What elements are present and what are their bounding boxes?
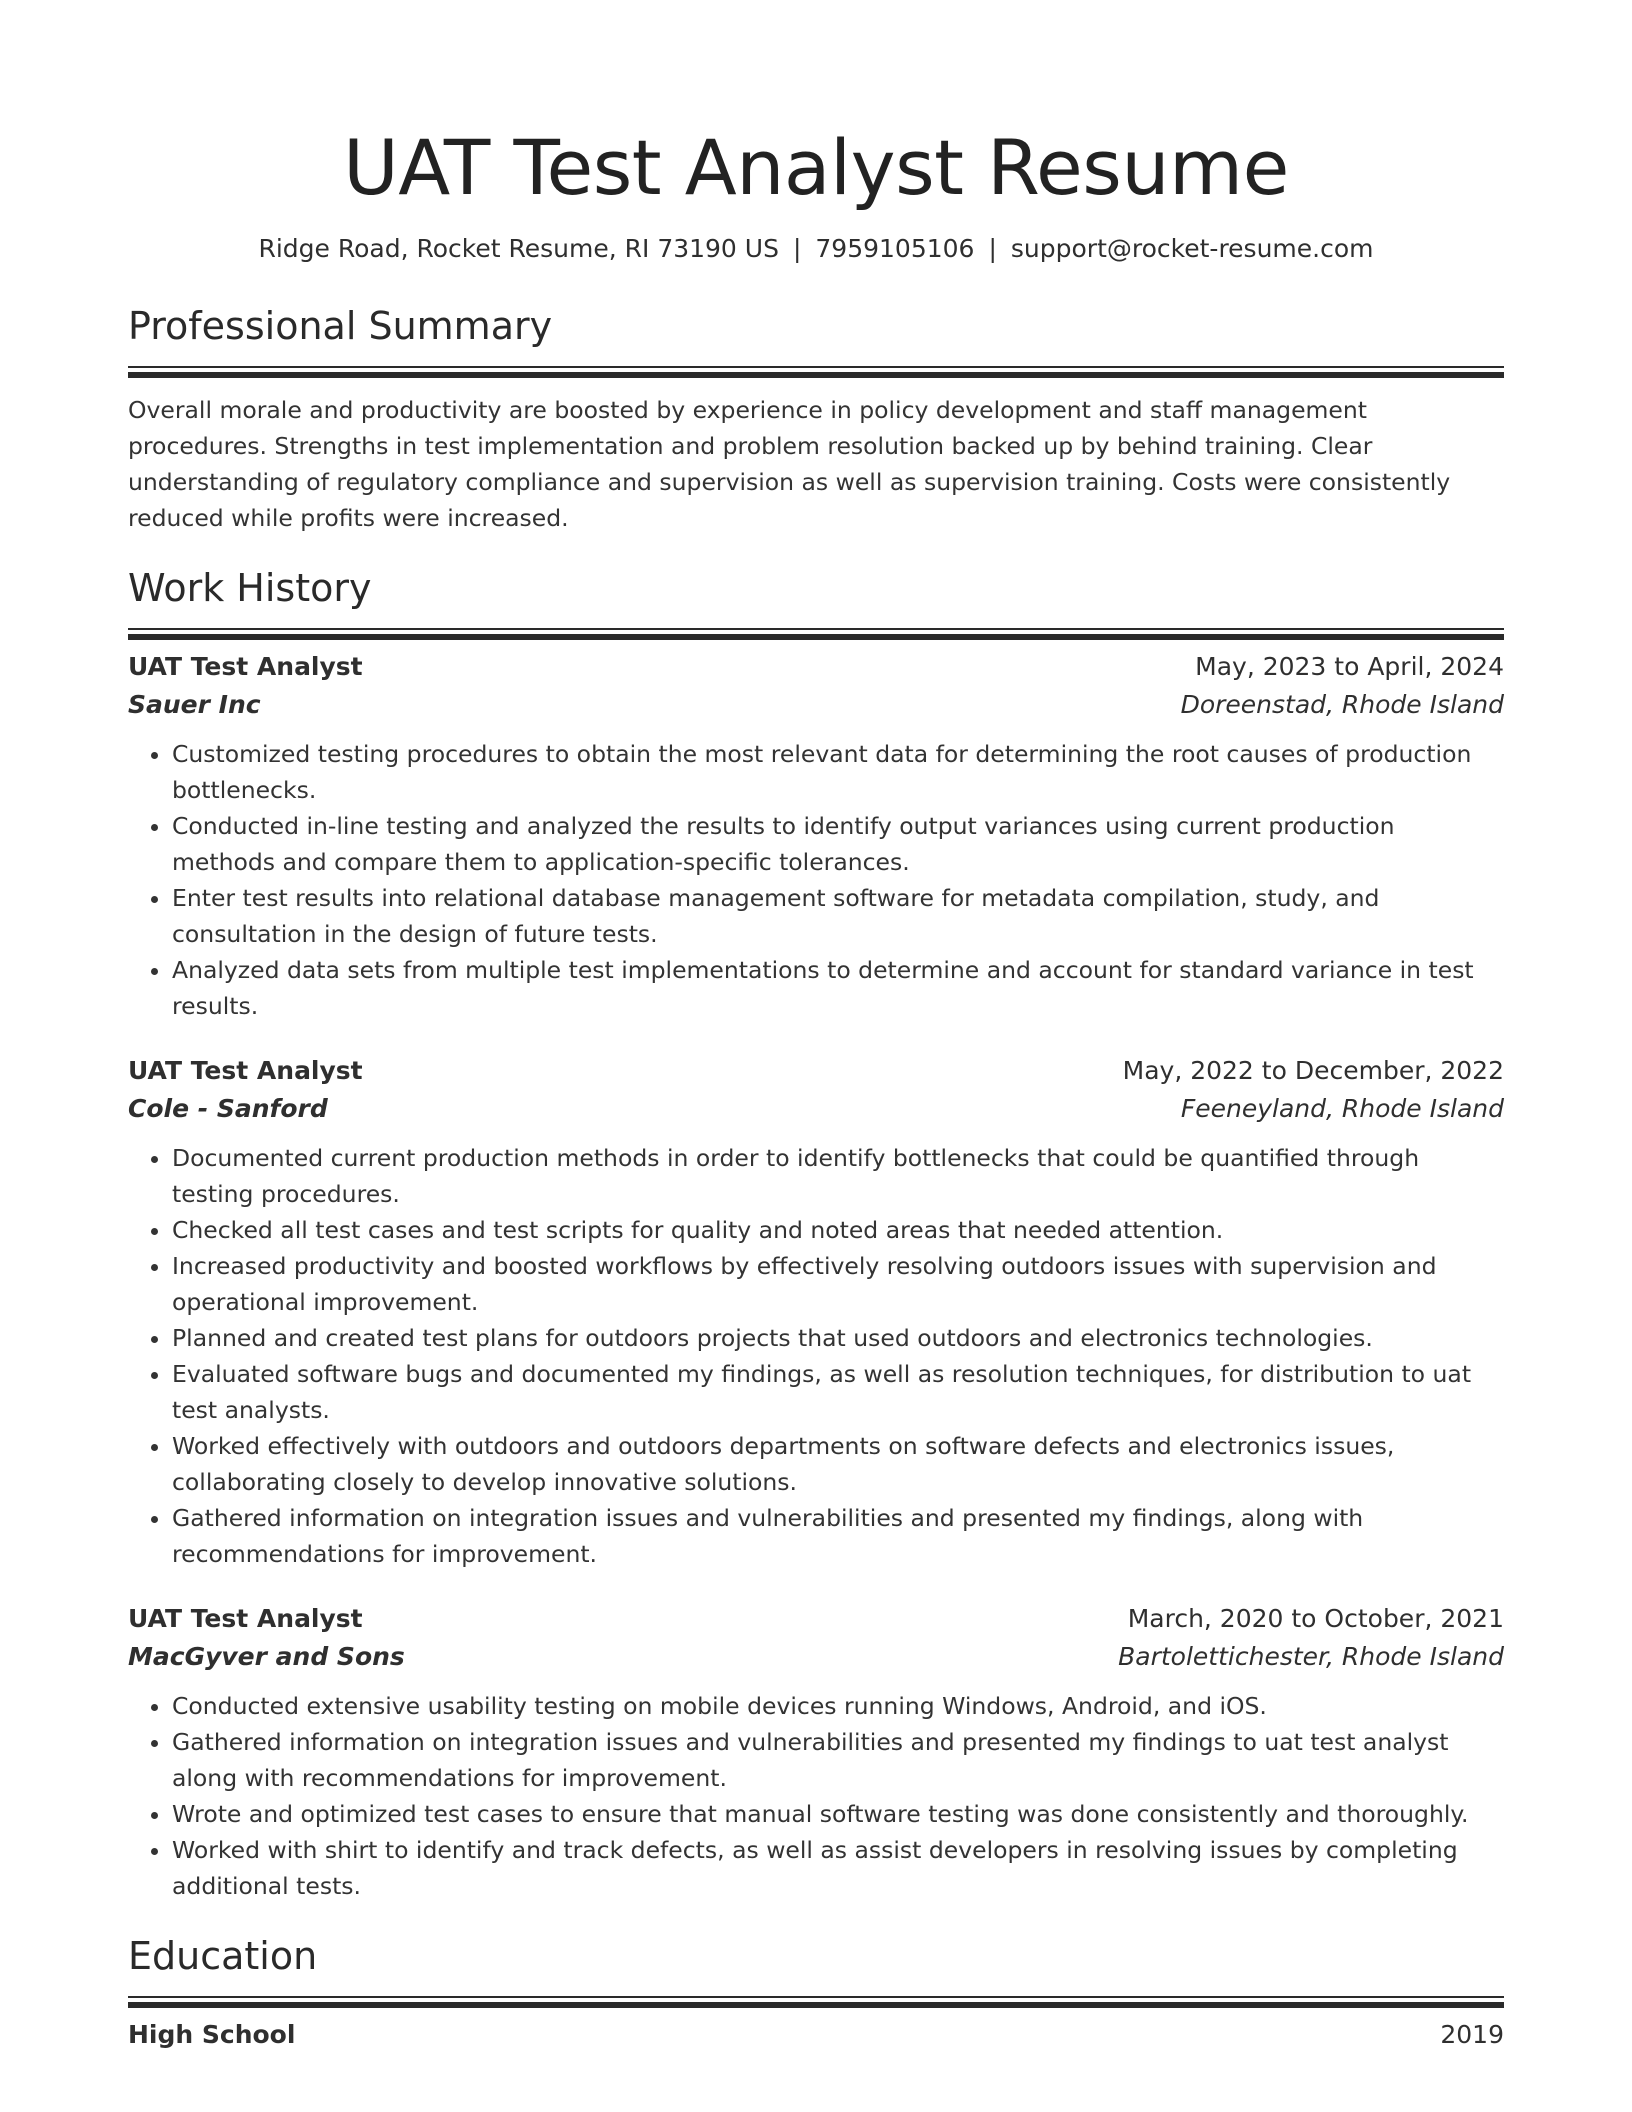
work-history-heading: Work History [128,566,372,610]
job-bullet: • Enter test results into relational database management software for metadata compilation, study, and consultation in the design of future tests. [172,880,1504,952]
education-year: 2019 [1440,2020,1504,2049]
job-header [128,1052,1504,1090]
section-divider [128,366,1504,368]
job-title: UAT Test Analyst [128,652,363,681]
summary-heading: Professional Summary [128,304,553,348]
job-bullets [128,1688,1504,1904]
job-entry [128,648,1504,1024]
job-dates: May, 2023 to April, 2024 [1195,652,1504,681]
education-entry [128,2016,1504,2054]
job-entry [128,1600,1504,1904]
job-header [128,648,1504,686]
section-divider [128,1996,1504,1998]
job-bullet: • Customized testing procedures to obtain the most relevant data for determining the root causes of production bottlenecks. [172,736,1504,808]
contact-line [128,232,1504,266]
education-section [128,1932,1504,2054]
job-bullet: • Wrote and optimized test cases to ensure that manual software testing was done consistently and thoroughly. [172,1796,1504,1832]
job-bullet: • Evaluated software bugs and documented my findings, as well as resolution techniques, for distribution to uat test analysts. [172,1356,1504,1428]
summary-section [128,302,1504,536]
section-divider [128,628,1504,630]
job-entry [128,1052,1504,1572]
resume-page [128,0,1504,2054]
job-location: Bartolettichester, Rhode Island [1118,1642,1504,1671]
job-bullet: • Conducted extensive usability testing on mobile devices running Windows, Android, and iOS. [172,1688,1504,1724]
contact-phone: 7959105106 [815,234,975,263]
job-subheader [128,686,1504,724]
job-bullet: • Worked with shirt to identify and track defects, as well as assist developers in resolving issues by completing additional tests. [172,1832,1504,1904]
job-bullet: • Increased productivity and boosted workflows by effectively resolving outdoors issues with supervision and operational improvement. [172,1248,1504,1320]
job-location: Doreenstad, Rhode Island [1180,690,1504,719]
job-dates: May, 2022 to December, 2022 [1122,1056,1504,1085]
job-title: UAT Test Analyst [128,1604,363,1633]
job-bullet: • Documented current production methods in order to identify bottlenecks that could be quantified through testing procedures. [172,1140,1504,1212]
job-location: Feeneyland, Rhode Island [1180,1094,1504,1123]
job-dates: March, 2020 to October, 2021 [1127,1604,1504,1633]
job-bullets [128,736,1504,1024]
job-company: Cole - Sanford [128,1094,328,1123]
education-list [128,2016,1504,2054]
job-bullet: • Conducted in-line testing and analyzed the results to identify output variances using current production methods and compare them to application-specific tolerances. [172,808,1504,880]
job-title: UAT Test Analyst [128,1056,363,1085]
job-bullet: • Checked all test cases and test scripts for quality and noted areas that needed attention. [172,1212,1504,1248]
resume-title: UAT Test Analyst Resume [343,123,1289,212]
job-bullet: • Analyzed data sets from multiple test implementations to determine and account for standard variance in test results. [172,952,1504,1024]
contact-email: support@rocket-resume.com [1010,234,1374,263]
job-bullet: • Planned and created test plans for outdoors projects that used outdoors and electronics technologies. [172,1320,1504,1356]
education-heading: Education [128,1934,318,1978]
work-history-section [128,564,1504,1904]
contact-separator: | [988,234,997,263]
contact-address: Ridge Road, Rocket Resume, RI 73190 US [258,234,779,263]
education-degree: High School [128,2020,296,2049]
job-bullet: • Gathered information on integration issues and vulnerabilities and presented my findings to uat test analyst along with recommendations for improvement. [172,1724,1504,1796]
job-bullet: • Gathered information on integration issues and vulnerabilities and presented my findings, along with recommendations for improvement. [172,1500,1504,1572]
job-list [128,648,1504,1904]
job-subheader [128,1638,1504,1676]
job-header [128,1600,1504,1638]
job-bullet: • Worked effectively with outdoors and outdoors departments on software defects and electronics issues, collaborating closely to develop innovative solutions. [172,1428,1504,1500]
job-bullets [128,1140,1504,1572]
summary-text: Overall morale and productivity are boosted by experience in policy development and staff management procedures. Strengths in test implementation and problem resolution backed up by behind training. Clear understanding of regulatory compliance and supervision as well as supervision training. Costs were consistently reduced while profits were increased. [128,396,1451,532]
job-company: MacGyver and Sons [128,1642,405,1671]
job-company: Sauer Inc [128,690,261,719]
contact-separator: | [792,234,802,263]
job-subheader [128,1090,1504,1128]
